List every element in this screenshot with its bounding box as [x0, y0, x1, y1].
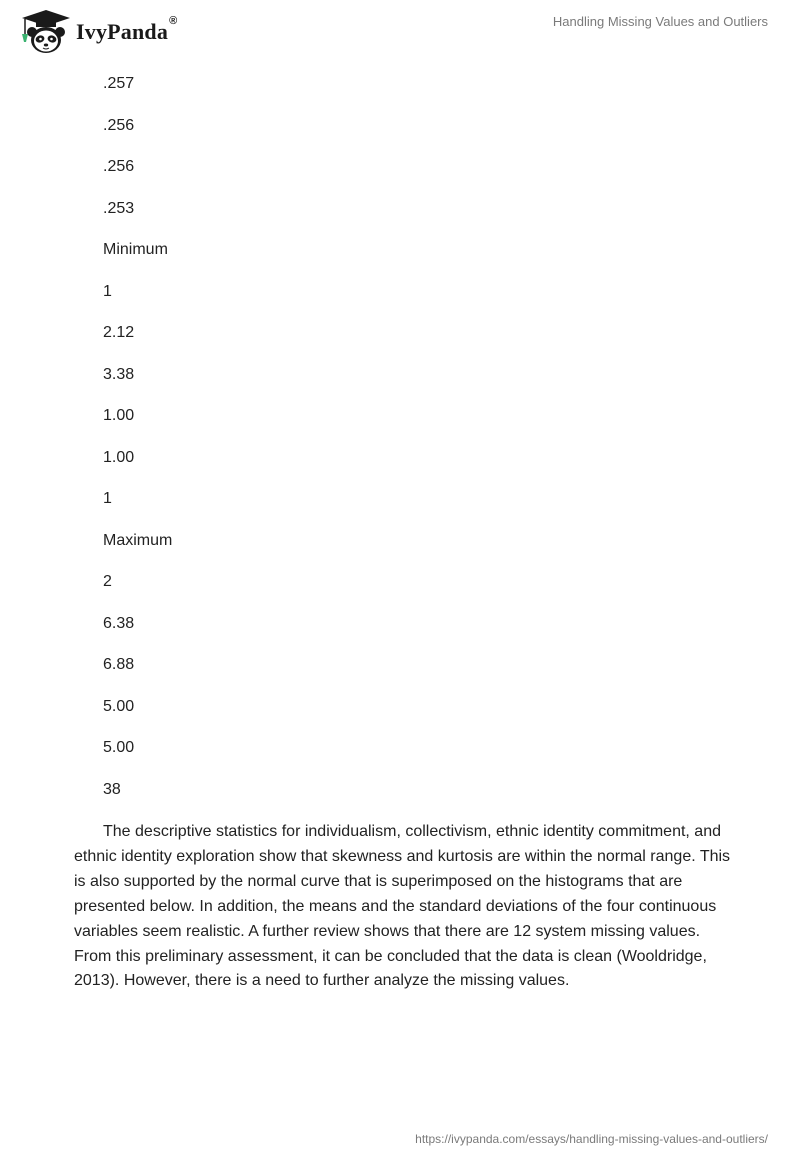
- value-line: 6.38: [103, 614, 135, 632]
- value-line: 5.00: [103, 697, 135, 715]
- value-line: 2: [103, 573, 112, 590]
- source-url[interactable]: https://ivypanda.com/essays/handling-missing-values-and-outliers/: [415, 1132, 768, 1146]
- value-line: 1.00: [103, 407, 135, 424]
- value-line: 1: [103, 490, 112, 507]
- brand-logo[interactable]: [16, 8, 177, 56]
- value-line: 6.88: [103, 656, 135, 673]
- value-line: .256: [103, 116, 135, 134]
- page-header: [0, 0, 800, 64]
- value-line: 38: [103, 780, 121, 798]
- value-line: 1.00: [103, 448, 135, 466]
- value-line: 5.00: [103, 739, 135, 756]
- value-line: .253: [103, 199, 135, 217]
- value-line: 3.38: [103, 365, 135, 383]
- value-line: Maximum: [103, 531, 173, 549]
- value-line: 2.12: [103, 324, 135, 341]
- body-paragraph: The descriptive statistics for individualism, collectivism, ethnic identity commitment, and ethnic identity exploration show that skewness and kurtosis are within the normal range. This is also supported by the normal curve that is superimposed on the histograms that are presented below. In addition, the means and the standard deviations of the four continuous variables seem realistic. A further review shows that there are 12 system missing values. From this preliminary assessment, it can be concluded that the data is clean (Wooldridge, 2013). However, there is a need to further analyze the missing values.: [74, 823, 731, 990]
- value-line: .257: [103, 75, 135, 92]
- value-line: Minimum: [103, 241, 168, 258]
- value-line: 1: [103, 282, 112, 300]
- value-line: .256: [103, 158, 135, 175]
- panda-logo-icon: [16, 8, 72, 56]
- statistics-values-list: [103, 72, 172, 819]
- document-title: Handling Missing Values and Outliers: [552, 14, 768, 29]
- brand-name: IvyPanda®: [76, 15, 178, 44]
